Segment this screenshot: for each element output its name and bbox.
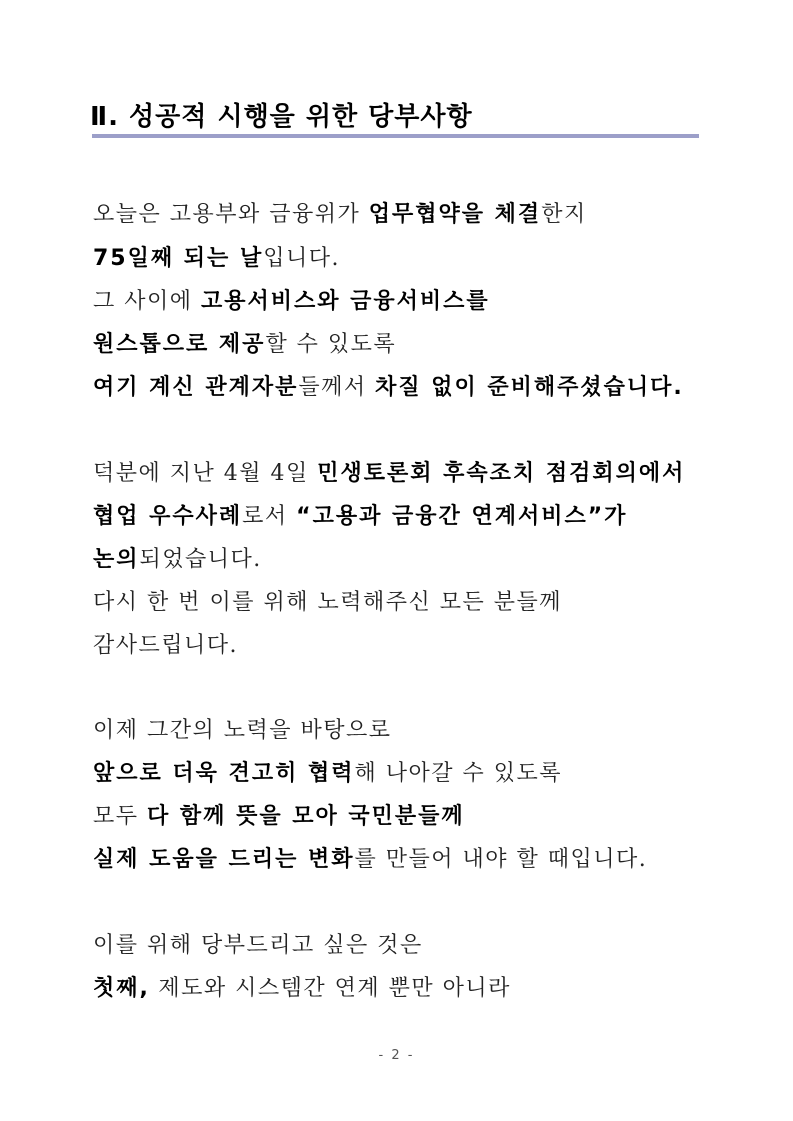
bold-text: 다 함께 뜻을 모아 국민분들께 xyxy=(147,804,465,829)
bold-text: 실제 도움을 드리는 변화 xyxy=(93,847,355,872)
text-span: 오늘은 고용부와 금융위가 xyxy=(93,202,369,227)
bold-text: “고용과 금융간 연계서비스”가 xyxy=(296,504,628,529)
text-span: 모두 xyxy=(93,804,147,829)
text-line xyxy=(93,499,627,530)
text-line xyxy=(93,928,423,959)
text-line xyxy=(93,284,490,315)
text-span: 로서 xyxy=(242,504,297,529)
text-line xyxy=(93,971,511,1002)
text-line xyxy=(93,628,238,659)
bold-text: 첫째, xyxy=(93,976,150,1001)
text-span: 입니다. xyxy=(263,246,340,271)
page-number: - 2 - xyxy=(378,1048,415,1063)
text-line xyxy=(93,327,396,358)
heading-underline xyxy=(92,134,699,138)
bold-text: 75일째 되는 날 xyxy=(93,246,264,271)
bold-text: 업무협약을 체결 xyxy=(368,202,542,227)
text-line xyxy=(93,370,684,401)
text-span: 할 수 있도록 xyxy=(265,332,397,357)
bold-text: 논의 xyxy=(93,547,140,572)
text-line xyxy=(93,756,562,787)
bold-text: 협업 우수사례 xyxy=(93,504,243,529)
bold-text: 고용서비스와 금융서비스를 xyxy=(201,289,490,314)
text-line xyxy=(93,197,587,228)
text-span: 다시 한 번 이를 위해 노력해주신 모든 분들께 xyxy=(93,590,562,615)
bold-text: 여기 계신 관계자분 xyxy=(93,375,299,400)
text-line xyxy=(93,713,392,744)
text-span: 그 사이에 xyxy=(93,289,201,314)
text-line xyxy=(93,241,340,272)
text-line xyxy=(93,842,647,873)
text-span: 덕분에 지난 4월 4일 xyxy=(93,461,318,486)
text-span: 를 만들어 내야 할 때입니다. xyxy=(354,847,648,872)
text-span: 제도와 시스템간 연계 뿐만 아니라 xyxy=(149,976,511,1001)
text-span: 한지 xyxy=(541,202,587,227)
bold-text: 차질 없이 준비해주셨습니다. xyxy=(375,375,684,400)
bold-text: 원스톱으로 제공 xyxy=(93,332,266,357)
text-line xyxy=(93,799,465,830)
text-line xyxy=(93,542,262,573)
text-span: 이를 위해 당부드리고 싶은 것은 xyxy=(93,933,423,958)
text-line xyxy=(93,585,562,616)
text-span: 되었습니다. xyxy=(139,547,262,572)
text-span: 감사드립니다. xyxy=(93,633,239,658)
bold-text: 앞으로 더욱 견고히 협력 xyxy=(93,761,355,786)
bold-text: 민생토론회 후속조치 점검회의에서 xyxy=(317,461,686,486)
text-span: 들께서 xyxy=(298,375,376,400)
text-line xyxy=(93,456,685,487)
text-span: 해 나아갈 수 있도록 xyxy=(354,761,562,786)
text-span: 이제 그간의 노력을 바탕으로 xyxy=(93,718,392,743)
section-heading: Ⅱ. 성공적 시행을 위한 당부사항 xyxy=(90,102,473,132)
